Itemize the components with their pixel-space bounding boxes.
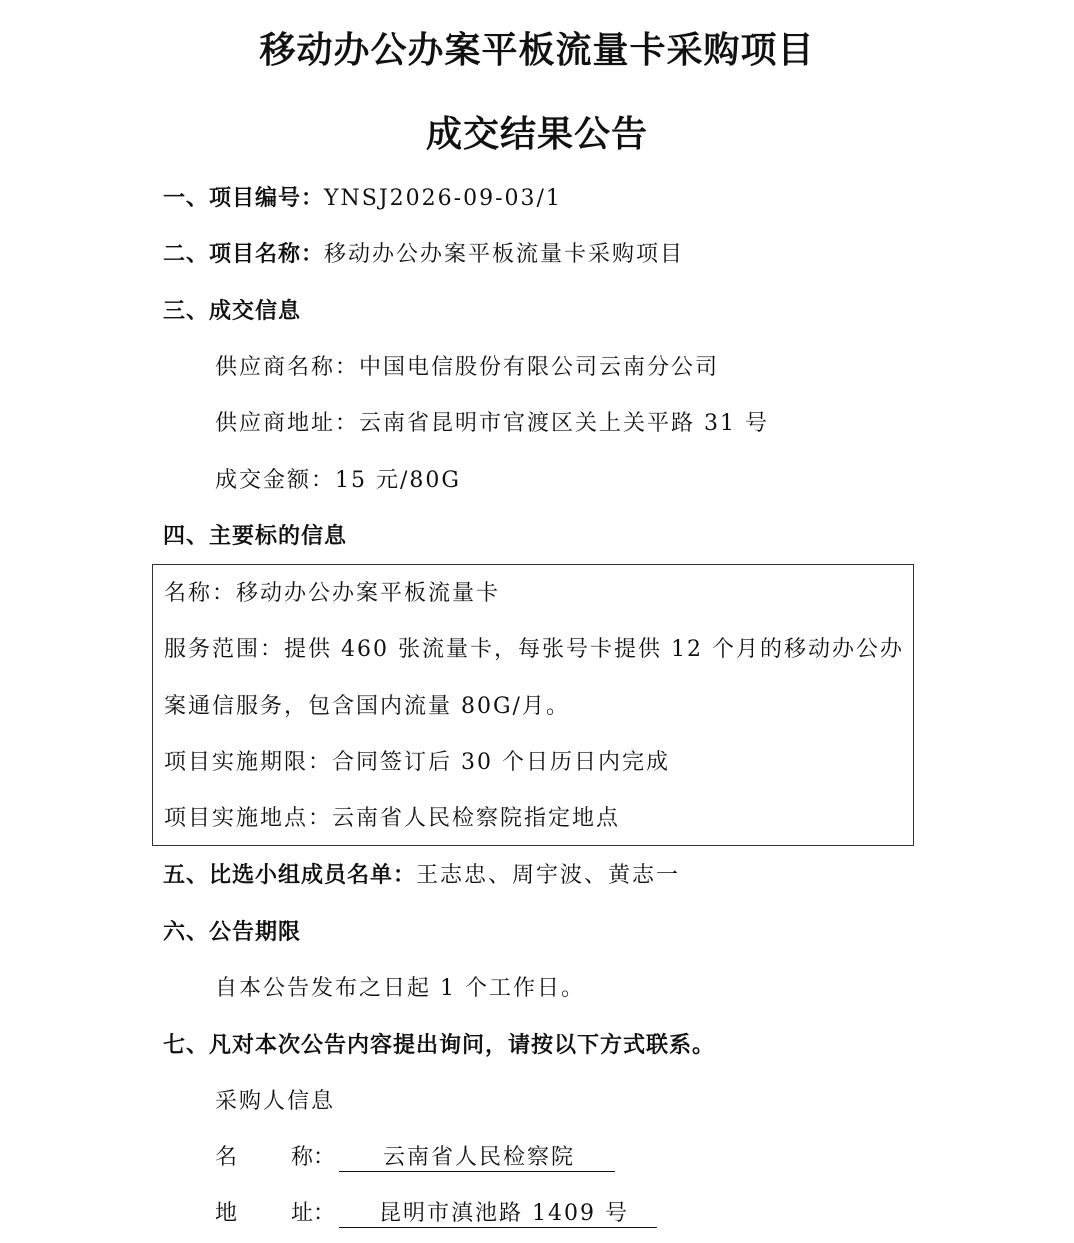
panel-members-row bbox=[163, 861, 680, 891]
service-scope-line-1: 服务范围：提供 460 张流量卡，每张号卡提供 12 个月的移动办公办 bbox=[164, 637, 904, 662]
title-line-2: 成交结果公告 bbox=[425, 114, 648, 155]
purchaser-address-label-char-1: 地 bbox=[215, 1201, 238, 1226]
service-scope-line-2: 案通信服务，包含国内流量 80G/月。 bbox=[164, 694, 570, 719]
project-number-row bbox=[163, 184, 562, 214]
project-name-value: 移动办公办案平板流量卡采购项目 bbox=[324, 242, 685, 267]
project-number-label: 一、项目编号： bbox=[163, 186, 325, 211]
supplier-name: 供应商名称：中国电信股份有限公司云南分公司 bbox=[215, 355, 720, 380]
purchaser-address-label bbox=[215, 1199, 339, 1229]
panel-members-label: 五、比选小组成员名单： bbox=[163, 863, 417, 888]
project-name-row bbox=[163, 240, 684, 270]
purchaser-name-value: 云南省人民检察院 bbox=[339, 1145, 615, 1172]
project-number-value: YNSJ2026-09-03/1 bbox=[324, 186, 562, 211]
purchaser-address-row bbox=[215, 1199, 657, 1229]
deal-info-heading: 三、成交信息 bbox=[163, 299, 302, 324]
notice-period-value: 自本公告发布之日起 1 个工作日。 bbox=[215, 976, 585, 1001]
supplier-address: 供应商地址：云南省昆明市官渡区关上关平路 31 号 bbox=[215, 411, 769, 436]
deal-amount: 成交金额：15 元/80G bbox=[215, 468, 461, 493]
implementation-location: 项目实施地点：云南省人民检察院指定地点 bbox=[164, 806, 621, 831]
purchaser-address-value: 昆明市滇池路 1409 号 bbox=[339, 1201, 657, 1228]
purchaser-name-row bbox=[215, 1143, 615, 1173]
purchaser-address-label-char-2: 址： bbox=[291, 1201, 336, 1226]
project-name-label: 二、项目名称： bbox=[163, 242, 325, 267]
purchaser-name-label-char-2: 称： bbox=[291, 1145, 336, 1170]
implementation-period: 项目实施期限：合同签订后 30 个日历日内完成 bbox=[164, 750, 670, 775]
notice-period-heading: 六、公告期限 bbox=[163, 920, 302, 945]
subject-info-heading: 四、主要标的信息 bbox=[163, 524, 348, 549]
contact-heading: 七、凡对本次公告内容提出询问，请按以下方式联系。 bbox=[163, 1033, 716, 1058]
purchaser-info-label: 采购人信息 bbox=[215, 1089, 336, 1114]
purchaser-name-label bbox=[215, 1143, 339, 1173]
panel-members-value: 王志忠、周宇波、黄志一 bbox=[416, 863, 681, 888]
title-line-1: 移动办公办案平板流量卡采购项目 bbox=[259, 30, 815, 71]
subject-name: 名称：移动办公办案平板流量卡 bbox=[164, 581, 501, 606]
purchaser-name-label-char-1: 名 bbox=[215, 1145, 238, 1170]
